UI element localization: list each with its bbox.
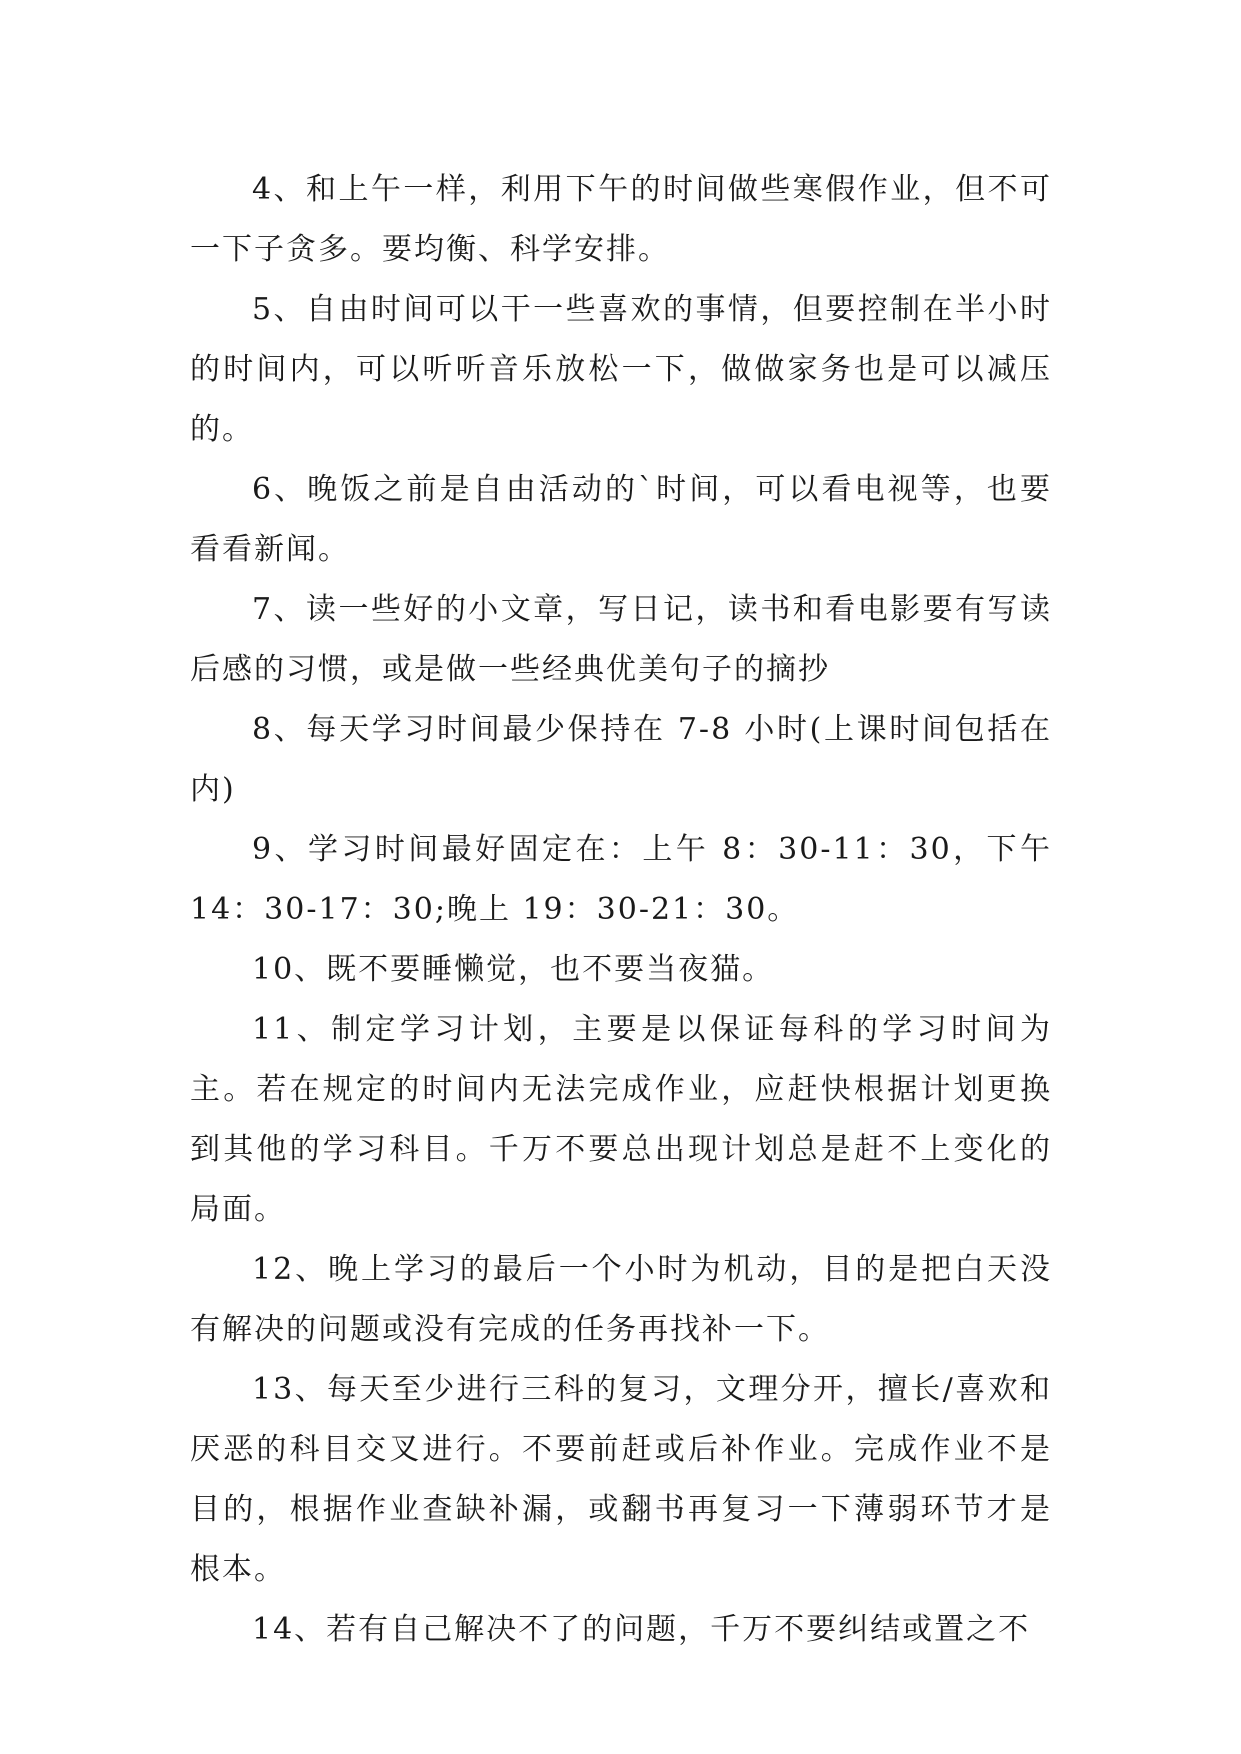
paragraph-4: 4、和上午一样，利用下午的时间做些寒假作业，但不可一下子贪多。要均衡、科学安排。	[190, 172, 1052, 267]
document-body	[190, 160, 1052, 1660]
paragraph-13: 13、每天至少进行三科的复习，文理分开，擅长/喜欢和厌恶的科目交叉进行。不要前赶或后补作业。完成作业不是目的，根据作业查缺补漏，或翻书再复习一下薄弱环节才是根本。	[190, 1372, 1052, 1587]
paragraph-14: 14、若有自己解决不了的问题，千万不要纠结或置之不	[252, 1612, 1031, 1647]
paragraph-7: 7、读一些好的小文章，写日记，读书和看电影要有写读后感的习惯，或是做一些经典优美句子的摘抄	[190, 592, 1052, 687]
paragraph-10: 10、既不要睡懒觉，也不要当夜猫。	[252, 952, 775, 987]
paragraph-5: 5、自由时间可以干一些喜欢的事情，但要控制在半小时的时间内，可以听听音乐放松一下，做做家务也是可以减压的。	[190, 292, 1052, 447]
paragraph-6: 6、晚饭之前是自由活动的`时间，可以看电视等，也要看看新闻。	[190, 472, 1052, 567]
paragraph-12: 12、晚上学习的最后一个小时为机动，目的是把白天没有解决的问题或没有完成的任务再找补一下。	[190, 1252, 1052, 1347]
paragraph-9: 9、学习时间最好固定在：上午 8：30-11：30，下午 14：30-17：30;晚上 19：30-21：30。	[190, 832, 1052, 927]
paragraph-8: 8、每天学习时间最少保持在 7-8 小时(上课时间包括在内)	[190, 712, 1052, 807]
paragraph-11: 11、制定学习计划，主要是以保证每科的学习时间为主。若在规定的时间内无法完成作业，应赶快根据计划更换到其他的学习科目。千万不要总出现计划总是赶不上变化的局面。	[190, 1012, 1052, 1227]
